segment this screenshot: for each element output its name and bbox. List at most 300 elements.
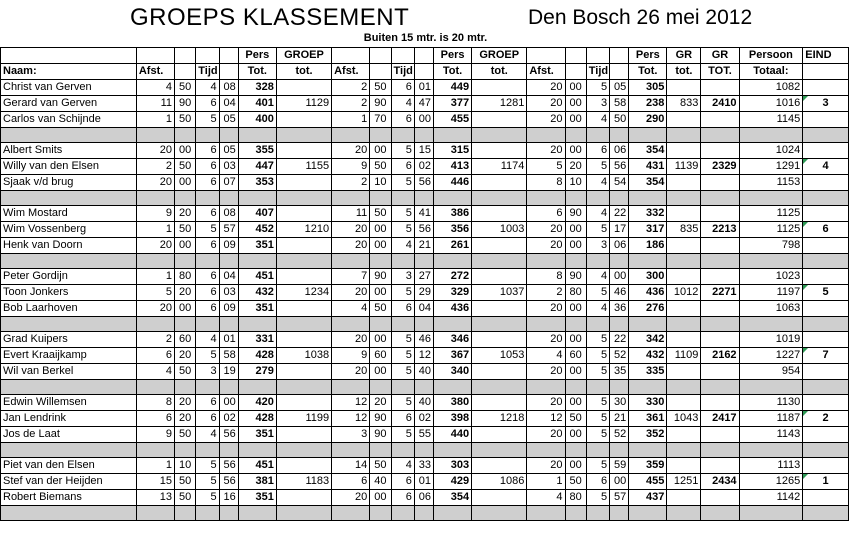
table-row: [1, 222, 849, 238]
cell-tijd1: 6: [196, 238, 219, 254]
cell-tijd2-sec: 55: [414, 427, 433, 443]
ranking-table: [0, 47, 849, 521]
cell-pers1: 331: [238, 332, 276, 348]
cell-tijd2: 5: [391, 285, 414, 301]
cell-tijd1: 4: [196, 332, 219, 348]
cell-eind: [803, 143, 849, 159]
separator-cell: [433, 128, 471, 143]
separator-cell: [586, 254, 609, 269]
cell-tijd1-sec: 03: [219, 285, 238, 301]
cell-tijd2: 6: [391, 80, 414, 96]
cell-tijd1-sec: 08: [219, 80, 238, 96]
cell-tijd2: 5: [391, 348, 414, 364]
cell-pers3: Pers: [629, 48, 667, 64]
separator-cell: [391, 128, 414, 143]
cell-afst1-dec: 00: [175, 301, 196, 317]
cell-afst3-dec: 00: [565, 427, 586, 443]
cell-persoon-totaal: 1019: [739, 332, 803, 348]
cell-afst1-dec: 00: [175, 238, 196, 254]
cell-tijd1-sec: 00: [219, 395, 238, 411]
cell-groep2: 1037: [472, 285, 527, 301]
cell-tijd2-sec: 56: [414, 222, 433, 238]
cell-gr-total: [701, 238, 739, 254]
cell-groep1: [276, 332, 331, 348]
separator-cell: [803, 254, 849, 269]
separator-cell: [238, 380, 276, 395]
title-bar: [0, 0, 851, 30]
cell-pers3: 342: [629, 332, 667, 348]
table-row: [1, 143, 849, 159]
cell-tijd1: 6: [196, 159, 219, 175]
cell-pers1: 353: [238, 175, 276, 191]
separator-cell: [238, 128, 276, 143]
cell-eind: [803, 112, 849, 128]
cell-afst3: 20: [527, 301, 565, 317]
cell-tijd2-sec: 02: [414, 159, 433, 175]
separator-cell: [219, 443, 238, 458]
separator-cell: [565, 317, 586, 332]
cell-pers2: 367: [433, 348, 471, 364]
cell-gr-total: 2162: [701, 348, 739, 364]
cell-gr-total: 2417: [701, 411, 739, 427]
cell-pers3: 431: [629, 159, 667, 175]
cell-naam: Peter Gordijn: [1, 269, 137, 285]
cell-persoon-totaal: Persoon: [739, 48, 803, 64]
cell-afst1: 2: [136, 159, 174, 175]
cell-pers3: 455: [629, 474, 667, 490]
separator-cell: [629, 317, 667, 332]
cell-gr-total: 2434: [701, 474, 739, 490]
cell-afst1: 2: [136, 332, 174, 348]
cell-groep2: [472, 80, 527, 96]
table-row: [1, 112, 849, 128]
cell-pers2: 377: [433, 96, 471, 112]
group-separator: [1, 380, 849, 395]
separator-cell: [219, 317, 238, 332]
cell-afst2-dec: 00: [370, 332, 391, 348]
cell-groep1: [276, 143, 331, 159]
table-row: [1, 348, 849, 364]
cell-pers3: 238: [629, 96, 667, 112]
cell-tijd3-sec: 57: [610, 490, 629, 506]
cell-pers1: 355: [238, 143, 276, 159]
cell-afst2-dec: 90: [370, 269, 391, 285]
cell-tijd1-sec: 08: [219, 206, 238, 222]
cell-afst3: [527, 48, 565, 64]
separator-cell: [803, 191, 849, 206]
separator-cell: [175, 128, 196, 143]
separator-cell: [370, 506, 391, 521]
cell-pers3: 330: [629, 395, 667, 411]
cell-groep2: [472, 269, 527, 285]
cell-pers1: Tot.: [238, 64, 276, 80]
cell-afst2: 20: [332, 143, 370, 159]
cell-tijd2-sec: 27: [414, 269, 433, 285]
cell-naam: Willy van den Elsen: [1, 159, 137, 175]
separator-cell: [196, 317, 219, 332]
separator-cell: [610, 191, 629, 206]
separator-cell: [667, 191, 701, 206]
cell-tijd3-sec: 52: [610, 427, 629, 443]
cell-gr-total: 2213: [701, 222, 739, 238]
cell-tijd3: 5: [586, 427, 609, 443]
cell-tijd1-sec: 05: [219, 143, 238, 159]
separator-cell: [565, 443, 586, 458]
cell-tijd3-sec: 54: [610, 175, 629, 191]
cell-tijd2: 4: [391, 458, 414, 474]
cell-afst1: 4: [136, 364, 174, 380]
cell-naam: Evert Kraaijkamp: [1, 348, 137, 364]
cell-tijd2: 6: [391, 112, 414, 128]
cell-gr-tot: [667, 427, 701, 443]
cell-pers1: 452: [238, 222, 276, 238]
cell-tijd1: 6: [196, 175, 219, 191]
cell-afst3: 20: [527, 143, 565, 159]
cell-afst3-dec: [565, 64, 586, 80]
cell-pers1: 451: [238, 269, 276, 285]
cell-tijd3-sec: 35: [610, 364, 629, 380]
cell-tijd2: 6: [391, 474, 414, 490]
cell-tijd2: 5: [391, 222, 414, 238]
cell-pers1: 401: [238, 96, 276, 112]
cell-groep2: [472, 301, 527, 317]
table-row: [1, 490, 849, 506]
separator-cell: [701, 191, 739, 206]
separator-cell: [629, 128, 667, 143]
separator-cell: [332, 128, 370, 143]
cell-afst1-dec: 50: [175, 222, 196, 238]
cell-eind: [803, 364, 849, 380]
cell-groep1: [276, 206, 331, 222]
cell-tijd3-sec: 06: [610, 143, 629, 159]
cell-gr-tot: [667, 458, 701, 474]
separator-cell: [391, 443, 414, 458]
cell-tijd2: 6: [391, 411, 414, 427]
cell-gr-tot: 1109: [667, 348, 701, 364]
cell-afst3: 20: [527, 238, 565, 254]
cell-pers3: 437: [629, 490, 667, 506]
separator-cell: [1, 128, 137, 143]
cell-afst1: 1: [136, 458, 174, 474]
cell-afst3-dec: 80: [565, 490, 586, 506]
cell-persoon-totaal: Totaal:: [739, 64, 803, 80]
cell-tijd1: 4: [196, 427, 219, 443]
cell-afst2-dec: [370, 48, 391, 64]
cell-pers1: 351: [238, 490, 276, 506]
cell-pers3: 354: [629, 175, 667, 191]
separator-cell: [586, 380, 609, 395]
cell-persoon-totaal: 1265: [739, 474, 803, 490]
cell-groep1: 1038: [276, 348, 331, 364]
cell-groep2: tot.: [472, 64, 527, 80]
cell-pers2: 329: [433, 285, 471, 301]
cell-gr-total: [701, 269, 739, 285]
cell-afst3-dec: 00: [565, 238, 586, 254]
cell-afst3: 4: [527, 490, 565, 506]
cell-tijd3: 4: [586, 301, 609, 317]
cell-afst1-dec: 60: [175, 332, 196, 348]
separator-cell: [332, 254, 370, 269]
cell-pers2: 272: [433, 269, 471, 285]
table-row: [1, 411, 849, 427]
separator-cell: [667, 506, 701, 521]
cell-gr-tot: [667, 364, 701, 380]
separator-cell: [136, 506, 174, 521]
cell-tijd3: 3: [586, 238, 609, 254]
separator-cell: [414, 506, 433, 521]
cell-pers3: 300: [629, 269, 667, 285]
cell-groep1: GROEP: [276, 48, 331, 64]
cell-groep2: [472, 175, 527, 191]
cell-persoon-totaal: 1142: [739, 490, 803, 506]
cell-afst2-dec: 70: [370, 112, 391, 128]
cell-gr-tot: [667, 301, 701, 317]
cell-tijd1: 5: [196, 490, 219, 506]
cell-gr-tot: [667, 490, 701, 506]
cell-gr-total: [701, 301, 739, 317]
cell-afst3: 20: [527, 80, 565, 96]
cell-pers2: 315: [433, 143, 471, 159]
cell-tijd1: 6: [196, 143, 219, 159]
separator-cell: [610, 443, 629, 458]
cell-pers3: 276: [629, 301, 667, 317]
cell-afst1-dec: 50: [175, 112, 196, 128]
separator-cell: [739, 380, 803, 395]
cell-pers1: 428: [238, 348, 276, 364]
separator-cell: [527, 317, 565, 332]
cell-tijd1-sec: 57: [219, 222, 238, 238]
cell-groep2: [472, 332, 527, 348]
cell-afst3-dec: 00: [565, 143, 586, 159]
cell-gr-total: 2329: [701, 159, 739, 175]
cell-afst1: [136, 48, 174, 64]
separator-cell: [276, 191, 331, 206]
cell-groep2: [472, 490, 527, 506]
cell-tijd1-sec: 58: [219, 348, 238, 364]
cell-afst1-dec: 80: [175, 269, 196, 285]
cell-pers2: 346: [433, 332, 471, 348]
cell-tijd2-sec: 12: [414, 348, 433, 364]
separator-cell: [586, 128, 609, 143]
cell-tijd2: [391, 48, 414, 64]
cell-tijd1-sec: 19: [219, 364, 238, 380]
cell-eind: [803, 238, 849, 254]
cell-tijd3: Tijd: [586, 64, 609, 80]
cell-afst3-dec: 20: [565, 159, 586, 175]
cell-pers2: 436: [433, 301, 471, 317]
cell-pers3: 432: [629, 348, 667, 364]
cell-pers1: 351: [238, 301, 276, 317]
separator-cell: [136, 128, 174, 143]
separator-cell: [527, 506, 565, 521]
cell-tijd2: 3: [391, 269, 414, 285]
separator-cell: [370, 191, 391, 206]
cell-tijd3: 5: [586, 285, 609, 301]
separator-cell: [629, 506, 667, 521]
cell-naam: Toon Jonkers: [1, 285, 137, 301]
separator-cell: [276, 443, 331, 458]
separator-cell: [414, 128, 433, 143]
cell-gr-total: TOT.: [701, 64, 739, 80]
cell-groep2: GROEP: [472, 48, 527, 64]
cell-pers2: Pers: [433, 48, 471, 64]
cell-tijd1: 6: [196, 395, 219, 411]
cell-tijd1-sec: 09: [219, 238, 238, 254]
cell-tijd1-sec: 16: [219, 490, 238, 506]
cell-naam: Wim Vossenberg: [1, 222, 137, 238]
cell-afst1-dec: 20: [175, 395, 196, 411]
cell-gr-total: [701, 332, 739, 348]
cell-afst3: 20: [527, 364, 565, 380]
separator-cell: [739, 191, 803, 206]
cell-groep1: [276, 112, 331, 128]
cell-afst2: 12: [332, 411, 370, 427]
separator-cell: [586, 443, 609, 458]
cell-pers1: 451: [238, 458, 276, 474]
cell-tijd2: 6: [391, 301, 414, 317]
group-separator: [1, 191, 849, 206]
separator-cell: [414, 191, 433, 206]
cell-gr-tot: [667, 80, 701, 96]
cell-afst1-dec: 50: [175, 474, 196, 490]
separator-cell: [391, 254, 414, 269]
cell-eind: [803, 427, 849, 443]
separator-cell: [276, 317, 331, 332]
cell-tijd2: 6: [391, 490, 414, 506]
cell-gr-total: [701, 143, 739, 159]
cell-gr-tot: [667, 206, 701, 222]
cell-groep1: [276, 175, 331, 191]
cell-tijd1: Tijd: [196, 64, 219, 80]
cell-tijd2: 4: [391, 238, 414, 254]
cell-eind: 7: [803, 348, 849, 364]
cell-tijd3-sec: [610, 48, 629, 64]
cell-tijd3: 6: [586, 143, 609, 159]
separator-cell: [175, 317, 196, 332]
cell-tijd1-sec: 56: [219, 474, 238, 490]
cell-tijd2: 6: [391, 159, 414, 175]
cell-naam: [1, 48, 137, 64]
cell-persoon-totaal: 1125: [739, 222, 803, 238]
separator-cell: [565, 191, 586, 206]
cell-afst3-dec: 90: [565, 269, 586, 285]
cell-afst1-dec: 00: [175, 175, 196, 191]
cell-naam: Henk van Doorn: [1, 238, 137, 254]
cell-afst3: 20: [527, 222, 565, 238]
cell-groep1: [276, 458, 331, 474]
cell-gr-tot: [667, 269, 701, 285]
cell-naam: Wim Mostard: [1, 206, 137, 222]
table-row: [1, 175, 849, 191]
cell-afst1: 13: [136, 490, 174, 506]
cell-naam: Jos de Laat: [1, 427, 137, 443]
cell-afst1: 5: [136, 285, 174, 301]
cell-afst1: 6: [136, 348, 174, 364]
cell-naam: Albert Smits: [1, 143, 137, 159]
cell-afst1: 9: [136, 427, 174, 443]
separator-cell: [565, 380, 586, 395]
cell-pers1: 351: [238, 238, 276, 254]
cell-afst1: 11: [136, 96, 174, 112]
cell-tijd1: 3: [196, 364, 219, 380]
cell-groep2: 1003: [472, 222, 527, 238]
separator-cell: [433, 191, 471, 206]
cell-tijd1-sec: [219, 48, 238, 64]
cell-gr-tot: [667, 112, 701, 128]
separator-cell: [136, 191, 174, 206]
cell-pers2: 340: [433, 364, 471, 380]
cell-gr-tot: 835: [667, 222, 701, 238]
cell-persoon-totaal: 1082: [739, 80, 803, 96]
cell-afst1-dec: 50: [175, 490, 196, 506]
cell-afst2-dec: 00: [370, 222, 391, 238]
cell-naam: Wil van Berkel: [1, 364, 137, 380]
cell-pers1: 428: [238, 411, 276, 427]
cell-tijd2: 5: [391, 332, 414, 348]
cell-tijd3-sec: 59: [610, 458, 629, 474]
cell-persoon-totaal: 798: [739, 238, 803, 254]
cell-eind: EIND: [803, 48, 849, 64]
cell-groep2: [472, 458, 527, 474]
cell-eind: 3: [803, 96, 849, 112]
cell-groep2: 1086: [472, 474, 527, 490]
cell-naam: Sjaak v/d brug: [1, 175, 137, 191]
cell-tijd2-sec: 06: [414, 490, 433, 506]
cell-afst1-dec: 20: [175, 206, 196, 222]
cell-tijd2-sec: 15: [414, 143, 433, 159]
separator-cell: [1, 380, 137, 395]
cell-tijd1: 5: [196, 222, 219, 238]
cell-pers2: 455: [433, 112, 471, 128]
separator-cell: [370, 443, 391, 458]
cell-afst3-dec: 60: [565, 348, 586, 364]
subtitle-note: Buiten 15 mtr. is 20 mtr.: [363, 32, 488, 44]
separator-cell: [196, 380, 219, 395]
separator-cell: [370, 317, 391, 332]
cell-afst2-dec: 50: [370, 80, 391, 96]
cell-afst3: 20: [527, 395, 565, 411]
cell-tijd3: 4: [586, 112, 609, 128]
cell-groep1: [276, 301, 331, 317]
cell-afst2-dec: 20: [370, 395, 391, 411]
separator-cell: [1, 506, 137, 521]
cell-pers2: 303: [433, 458, 471, 474]
cell-persoon-totaal: 954: [739, 364, 803, 380]
cell-afst2-dec: 40: [370, 474, 391, 490]
cell-tijd3: 5: [586, 411, 609, 427]
cell-afst3-dec: 50: [565, 411, 586, 427]
separator-cell: [667, 254, 701, 269]
cell-afst1: 1: [136, 222, 174, 238]
cell-afst2: 9: [332, 159, 370, 175]
separator-cell: [472, 128, 527, 143]
separator-cell: [414, 380, 433, 395]
cell-afst2-dec: 00: [370, 285, 391, 301]
cell-groep1: [276, 80, 331, 96]
separator-cell: [175, 380, 196, 395]
cell-afst3: 12: [527, 411, 565, 427]
separator-cell: [610, 317, 629, 332]
cell-tijd1-sec: 09: [219, 301, 238, 317]
cell-afst3: 4: [527, 348, 565, 364]
cell-naam: Jan Lendrink: [1, 411, 137, 427]
separator-cell: [472, 191, 527, 206]
separator-cell: [701, 443, 739, 458]
cell-tijd1: 6: [196, 96, 219, 112]
cell-tijd2: 5: [391, 143, 414, 159]
cell-tijd1-sec: 07: [219, 175, 238, 191]
separator-cell: [414, 443, 433, 458]
